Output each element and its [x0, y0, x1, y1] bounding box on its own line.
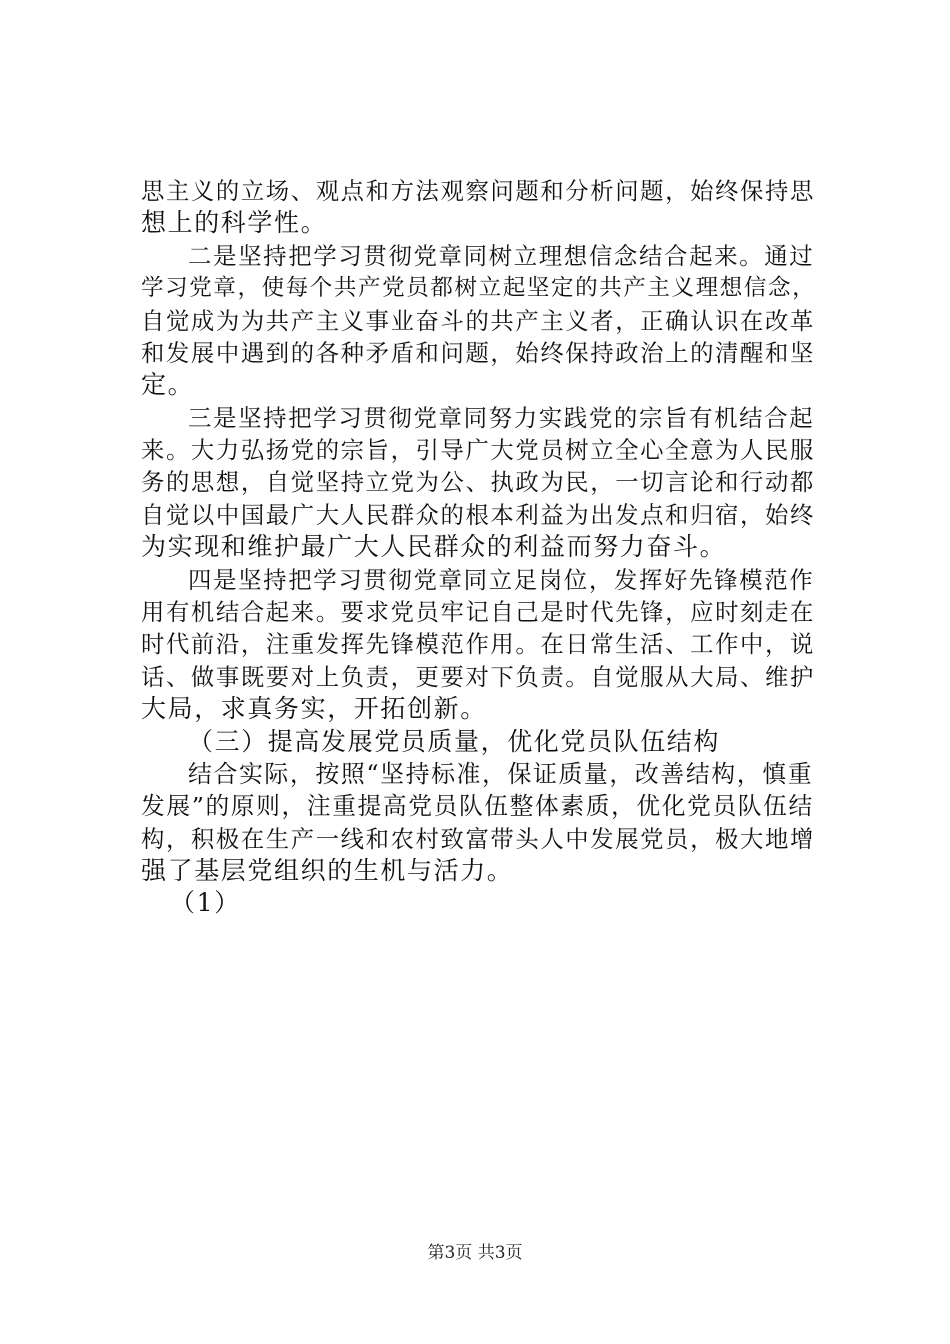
text-line: 大局，求真务实，开拓创新。	[141, 694, 487, 723]
section-heading: （三）提高发展党员质量，优化党员队伍结构	[188, 727, 721, 756]
text-line: 时代前沿，注重发挥先锋模范作用。在日常生活、工作中，说	[141, 630, 815, 658]
text-line: 定。	[141, 370, 195, 399]
text-line: 思主义的立场、观点和方法观察问题和分析问题，始终保持思	[141, 177, 815, 205]
paragraph-start: 四是坚持把学习贯彻党章同立足岗位，发挥好先锋模范作	[188, 566, 815, 594]
text-line: 自觉以中国最广大人民群众的根本利益为出发点和归宿，始终	[141, 501, 815, 529]
text-line: 想上的科学性。	[141, 208, 328, 237]
text-line: 构，积极在生产一线和农村致富带头人中发展党员，极大地增	[141, 825, 815, 853]
text-line: 话、做事既要对上负责，更要对下负责。自觉服从大局、维护	[141, 663, 815, 691]
text-line: 用有机结合起来。要求党员牢记自己是时代先锋，应时刻走在	[141, 598, 815, 626]
list-marker: （1）	[170, 888, 241, 917]
text-line: 发展”的原则，注重提高党员队伍整体素质，优化党员队伍结	[141, 792, 814, 820]
text-line: 来。大力弘扬党的宗旨，引导广大党员树立全心全意为人民服	[141, 436, 815, 464]
text-line: 务的思想，自觉坚持立党为公、执政为民，一切言论和行动都	[141, 468, 815, 496]
paragraph-start: 二是坚持把学习贯彻党章同树立理想信念结合起来。通过	[188, 242, 815, 270]
text-line: 和发展中遇到的各种矛盾和问题，始终保持政治上的清醒和坚	[141, 339, 815, 367]
paragraph-start: 三是坚持把学习贯彻党章同努力实践党的宗旨有机结合起	[188, 404, 815, 432]
paragraph-start: 结合实际，按照“坚持标准，保证质量，改善结构，慎重	[188, 760, 814, 788]
text-line: 强了基层党组织的生机与活力。	[141, 856, 514, 885]
text-line: 学习党章，使每个共产党员都树立起坚定的共产主义理想信念，	[141, 275, 817, 301]
text-line: 自觉成为为共产主义事业奋斗的共产主义者，正确认识在改革	[141, 307, 815, 335]
text-line: 为实现和维护最广大人民群众的利益而努力奋斗。	[141, 532, 727, 561]
page-number: 第3页 共3页	[427, 1243, 523, 1263]
